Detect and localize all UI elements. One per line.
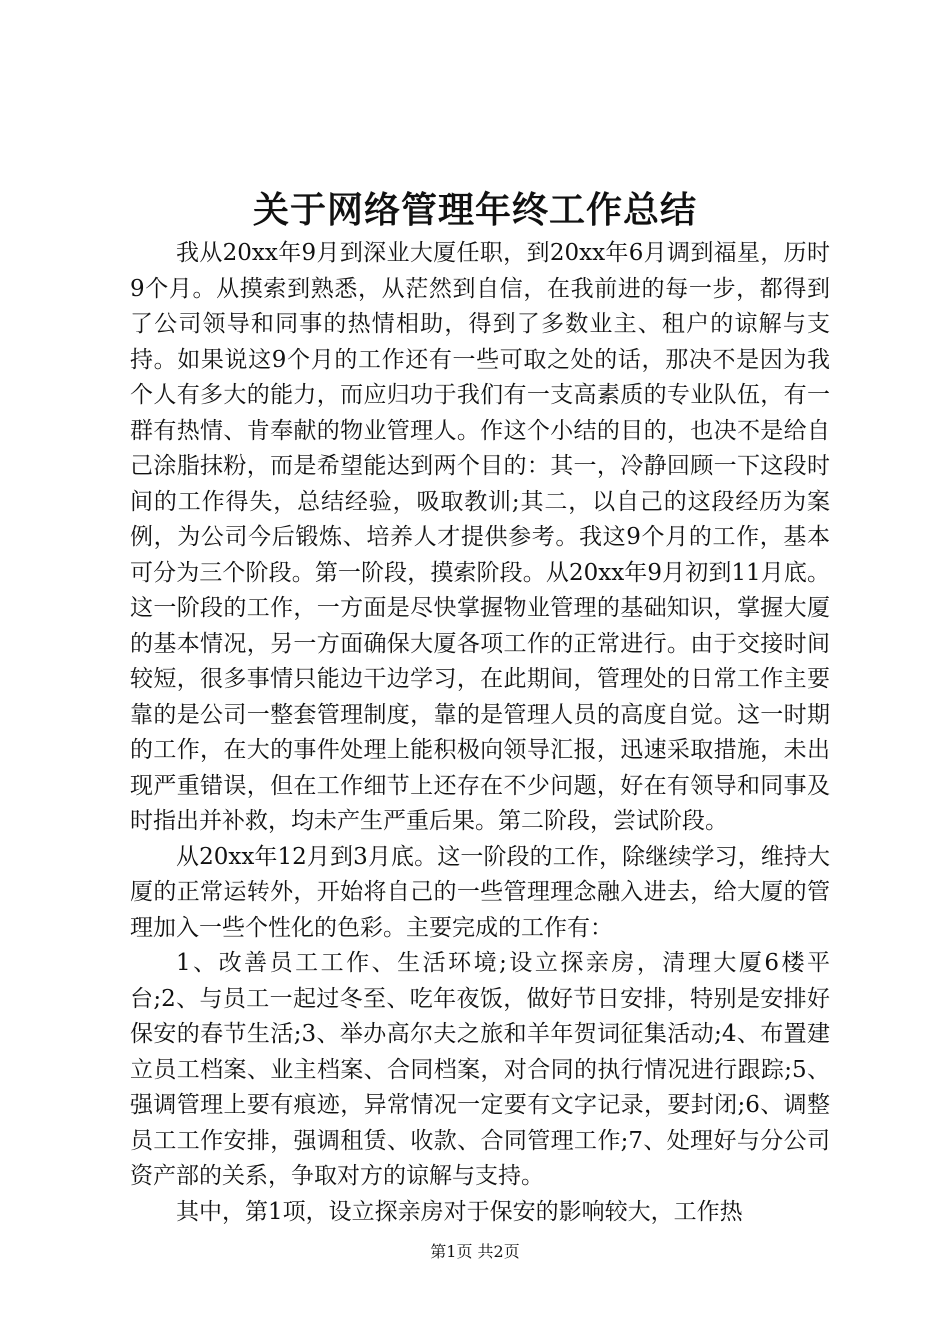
document-body [130, 236, 830, 1230]
paragraph-continued: 其中，第1项，设立探亲房对于保安的影响较大，工作热 [176, 1198, 743, 1225]
paragraph-intro: 我从20xx年9月到深业大厦任职，到20xx年6月调到福星，历时9个月。从摸索到熟悉，从茫然到自信，在我前进的每一步，都得到了公司领导和同事的热情相助，得到了多数业主、租户的谅解与支持。如果说这9个月的工作还有一些可取之处的话，那决不是因为我个人有多大的能力，而应归功于我们有一支高素质的专业队伍，有一群有热情、肯奉献的物业管理人。作这个小结的目的，也决不是给自己涂脂抹粉，而是希望能达到两个目的：其一，冷静回顾一下这段时间的工作得失，总结经验，吸取教训;其二，以自己的这段经历为案例，为公司今后锻炼、培养人才提供参考。我这9个月的工作，基本可分为三个阶段。第一阶段，摸索阶段。从20xx年9月初到11月底。这一阶段的工作，一方面是尽快掌握物业管理的基础知识，掌握大厦的基本情况，另一方面确保大厦各项工作的正常进行。由于交接时间较短，很多事情只能边干边学习，在此期间，管理处的日常工作主要靠的是公司一整套管理制度，靠的是管理人员的高度自觉。这一时期的工作，在大的事件处理上能积极向领导汇报，迅速采取措施，未出现严重错误，但在工作细节上还存在不少问题，好在有领导和同事及时指出并补救，均未产生严重后果。第二阶段，尝试阶段。 [130, 240, 830, 834]
page-number-footer: 第1页 共2页 [430, 1242, 520, 1261]
paragraph-stage-two: 从20xx年12月到3月底。这一阶段的工作，除继续学习，维持大厦的正常运转外，开始将自己的一些管理理念融入进去，给大厦的管理加入一些个性化的色彩。主要完成的工作有： [130, 843, 830, 941]
document-title: 关于网络管理年终工作总结 [252, 189, 697, 231]
paragraph-work-items: 1、改善员工工作、生活环境;设立探亲房，清理大厦6楼平台;2、与员工一起过冬至、吃年夜饭，做好节日安排，特别是安排好保安的春节生活;3、举办高尔夫之旅和羊年贺词征集活动;4、布置建立员工档案、业主档案、合同档案，对合同的执行情况进行跟踪;5、强调管理上要有痕迹，异常情况一定要有文字记录，要封闭;6、调整员工工作安排，强调租赁、收款、合同管理工作;7、处理好与分公司资产部的关系，争取对方的谅解与支持。 [130, 950, 830, 1189]
